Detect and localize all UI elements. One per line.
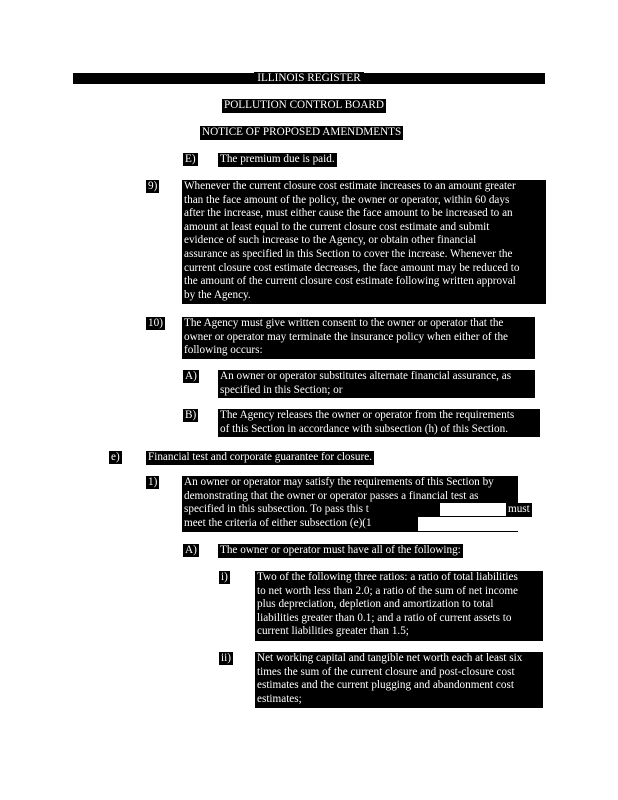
item-10b-label: B): [185, 409, 197, 421]
item-e2-text: Financial test and corporate guarantee for closure.: [148, 451, 372, 463]
paragraph-line: specified in this subsection. To pass this t: [184, 503, 369, 516]
paragraph-line: demonstrating that the owner or operator passes a financial test as: [184, 489, 479, 502]
paragraph-line: liabilities greater than 0.1; and a ratio of current assets to: [257, 611, 512, 624]
paragraph-line: specified in this Section; or: [220, 383, 343, 396]
paragraph-line: An owner or operator may satisfy the requirements of this Section by: [184, 476, 494, 488]
paragraph-line: current liabilities greater than 1.5;: [257, 625, 409, 638]
paragraph-line: Whenever the current closure cost estimate increases to an amount greater: [184, 180, 516, 192]
item-e2-label: e): [111, 451, 120, 463]
item-e-text: The premium due is paid.: [220, 153, 335, 165]
paragraph-line: current closure cost estimate decreases, the face amount may be reduced to: [184, 261, 520, 274]
paragraph-line: estimates and the current plugging and abandonment cost: [257, 679, 514, 692]
paragraph-line: assurance as specified in this Section to cover the increase. Whenever the: [184, 247, 513, 260]
notice-title: NOTICE OF PROPOSED AMENDMENTS: [202, 126, 402, 138]
paragraph-line: evidence of such increase to the Agency, or obtain other financial: [184, 234, 477, 247]
item-10a-label: A): [185, 370, 197, 382]
item-i-paragraph: [255, 571, 543, 641]
item-1a-label: A): [185, 544, 197, 556]
item-10b-paragraph: [218, 409, 540, 437]
item-10-paragraph: [182, 317, 535, 359]
redaction-patch: [418, 517, 544, 531]
paragraph-line: to net worth less than 2.0; a ratio of the sum of net income: [257, 584, 518, 597]
paragraph-line: plus depreciation, depletion and amortization to total: [257, 598, 494, 611]
paragraph-line: owner or operator may terminate the insurance policy when either of the: [184, 330, 509, 343]
paragraph-line: Net working capital and tangible net worth each at least six: [257, 652, 523, 664]
paragraph-line: after the increase, must either cause the face amount to be increased to an: [184, 207, 513, 220]
paragraph-line: following occurs:: [184, 344, 263, 357]
register-title: ILLINOIS REGISTER: [0, 72, 618, 85]
board-title: POLLUTION CONTROL BOARD: [224, 99, 384, 111]
paragraph-line: The Agency must give written consent to the owner or operator that the: [184, 317, 504, 329]
paragraph-line: amount at least equal to the current closure cost estimate and submit: [184, 220, 490, 233]
paragraph-line: of this Section in accordance with subsection (h) of this Section.: [220, 422, 509, 435]
paragraph-line: Two of the following three ratios: a ratio of total liabilities: [257, 571, 518, 583]
paragraph-line: The Agency releases the owner or operator from the requirements: [220, 409, 515, 421]
item-1-line3-tail: must: [508, 503, 530, 515]
paragraph-line: meet the criteria of either subsection (e)(1: [184, 516, 372, 529]
paragraph-line: An owner or operator substitutes alternate financial assurance, as: [220, 370, 512, 382]
item-10a-paragraph: [218, 370, 535, 398]
item-ii-paragraph: [255, 652, 543, 708]
item-1-label: 1): [148, 476, 158, 488]
item-9-label: 9): [148, 180, 158, 192]
paragraph-line: the amount of the current closure cost estimate following written approval: [184, 275, 516, 288]
item-i-label: i): [221, 571, 228, 583]
paragraph-line: than the face amount of the policy, the owner or operator, within 60 days: [184, 193, 510, 206]
item-9-paragraph: [182, 180, 546, 304]
paragraph-line: estimates;: [257, 692, 302, 705]
paragraph-line: by the Agency.: [184, 288, 251, 301]
paragraph-line: times the sum of the current closure and post-closure cost: [257, 665, 515, 678]
item-1a-text: The owner or operator must have all of the following:: [220, 544, 461, 556]
item-e-label: E): [185, 153, 196, 165]
item-10-label: 10): [148, 317, 163, 329]
item-ii-label: ii): [221, 652, 231, 664]
